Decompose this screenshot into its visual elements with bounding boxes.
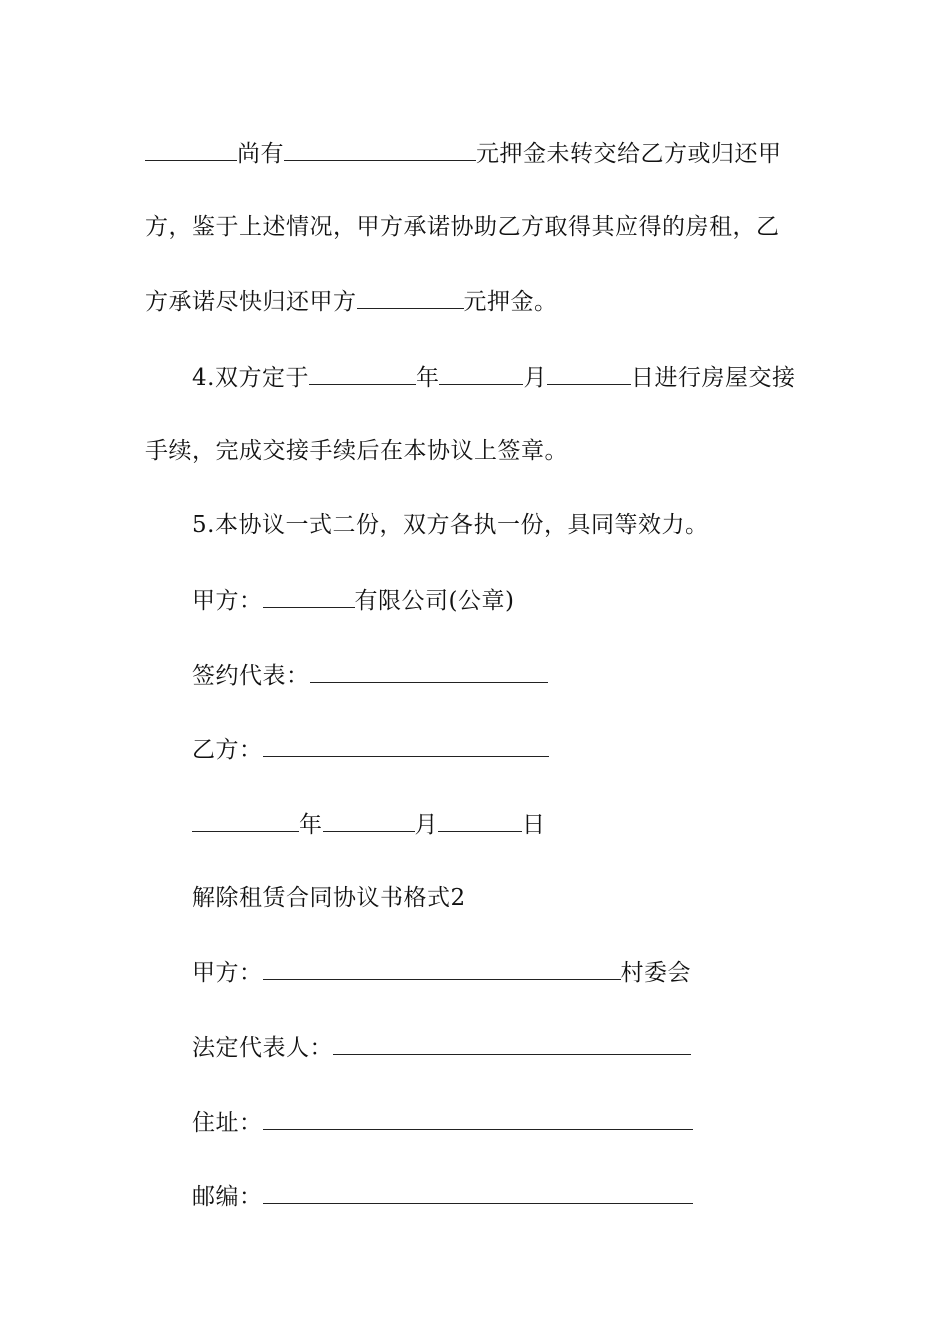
text-segment: 日 [522, 812, 546, 838]
blank-field[interactable] [439, 362, 523, 385]
blank-field[interactable] [309, 362, 416, 385]
field-label: 邮编： [192, 1184, 263, 1210]
blank-field[interactable] [310, 660, 548, 683]
legal-rep-line [192, 1032, 691, 1063]
field-label: 乙方： [192, 737, 263, 763]
blank-field[interactable] [323, 809, 415, 832]
blank-field[interactable] [357, 286, 464, 309]
blank-field[interactable] [263, 1107, 693, 1130]
party-a2-line [192, 957, 691, 988]
blank-field[interactable] [263, 585, 355, 608]
text-segment: 村委会 [620, 960, 691, 986]
signing-rep-line [192, 660, 548, 691]
field-label: 甲方： [192, 588, 263, 614]
blank-field[interactable] [263, 957, 621, 980]
blank-field[interactable] [284, 138, 476, 161]
paragraph-line [192, 362, 795, 393]
field-label: 住址： [192, 1110, 263, 1136]
blank-field[interactable] [192, 809, 299, 832]
address-line [192, 1107, 693, 1138]
text-segment: 元押金。 [463, 289, 558, 315]
text-segment: 月 [414, 812, 438, 838]
text-segment: 年 [299, 812, 323, 838]
field-label: 甲方： [192, 960, 263, 986]
field-label: 法定代表人： [192, 1035, 333, 1061]
blank-field[interactable] [263, 734, 549, 757]
paragraph-line: 方，鉴于上述情况，甲方承诺协助乙方取得其应得的房租，乙 [145, 214, 780, 240]
paragraph-line [145, 138, 782, 169]
text-segment: 尚有 [237, 141, 284, 167]
blank-field[interactable] [263, 1181, 693, 1204]
field-label: 签约代表： [192, 663, 310, 689]
party-a-line [192, 585, 514, 616]
paragraph-line: 手续，完成交接手续后在本协议上签章。 [145, 438, 568, 464]
blank-field[interactable] [145, 138, 237, 161]
text-segment: 4.双方定于 [192, 365, 309, 391]
text-segment: 方承诺尽快归还甲方 [145, 289, 357, 315]
party-b-line [192, 734, 549, 765]
paragraph-line: 5.本协议一式二份，双方各执一份，具同等效力。 [192, 512, 709, 538]
text-segment: 元押金未转交给乙方或归还甲 [476, 141, 782, 167]
section-heading: 解除租赁合同协议书格式2 [192, 885, 466, 911]
postcode-line [192, 1181, 693, 1212]
text-segment: 月 [523, 365, 547, 391]
blank-field[interactable] [333, 1032, 691, 1055]
text-segment: 日进行房屋交接 [630, 365, 796, 391]
blank-field[interactable] [438, 809, 522, 832]
text-segment: 有限公司(公章) [354, 588, 515, 614]
date-line [192, 809, 546, 840]
paragraph-line [145, 286, 558, 317]
blank-field[interactable] [547, 362, 631, 385]
text-segment: 年 [415, 365, 440, 391]
